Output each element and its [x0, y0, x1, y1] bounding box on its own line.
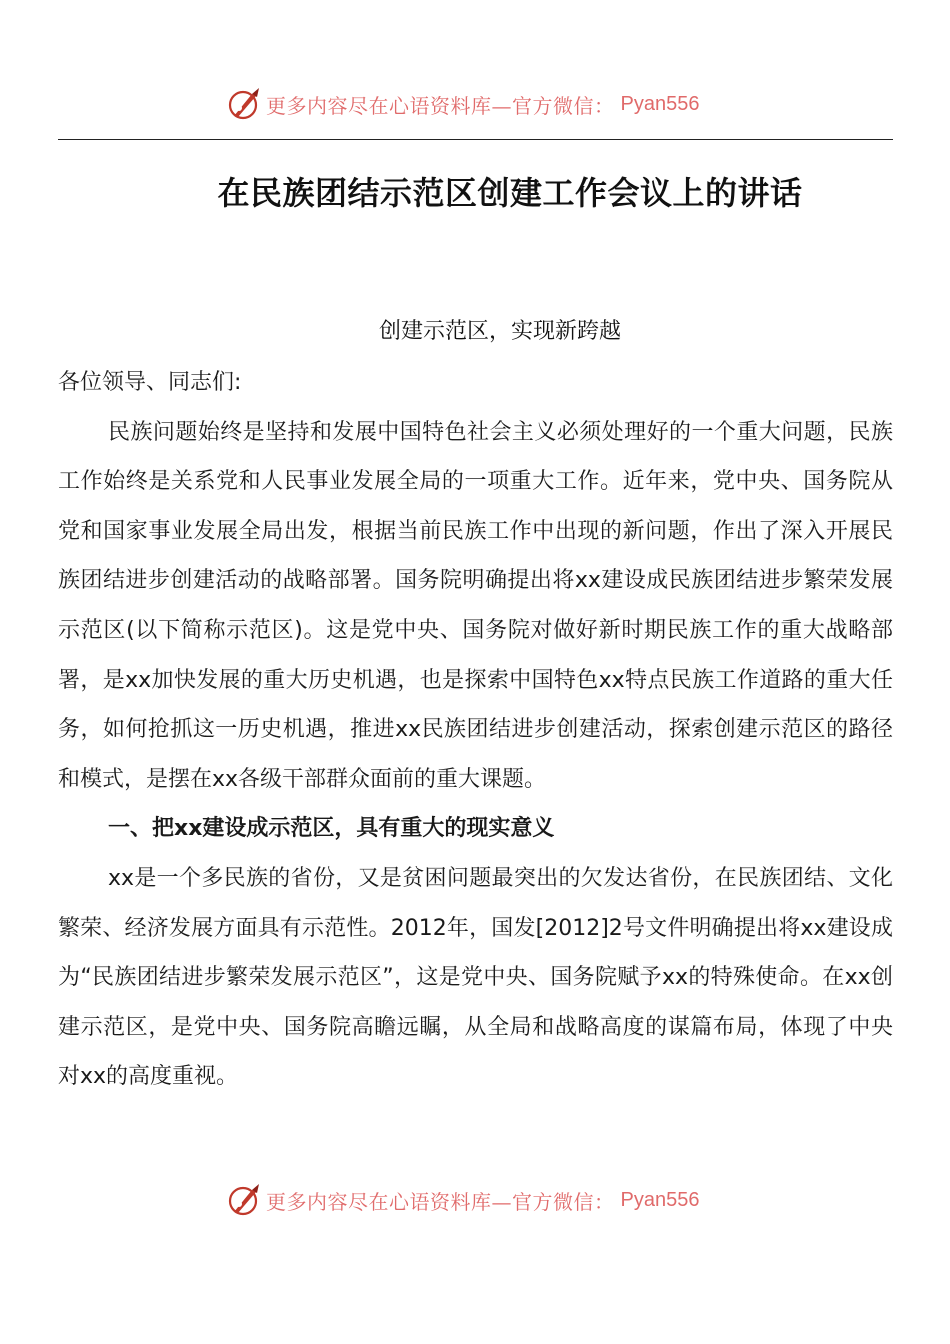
banner-text: 更多内容尽在心语资料库—官方微信： — [266, 93, 615, 118]
pen-quill-logo-icon — [226, 86, 262, 122]
document-title: 在民族团结示范区创建工作会议上的讲话 — [217, 174, 803, 212]
document-body — [58, 358, 893, 1102]
footer-banner — [0, 1180, 950, 1220]
header-banner — [0, 84, 950, 124]
section-paragraph: xx是一个多民族的省份，又是贫困问题最突出的欠发达省份，在民族团结、文化繁荣、经济发展方面具有示范性。2012年，国发[2012]2号文件明确提出将xx建设成为“民族团结进步繁荣发展示范区”，这是党中央、国务院赋予xx的特殊使命。在xx创建示范区，是党中央、国务院高瞻远瞩，从全局和战略高度的谋篇布局，体现了中央对xx的高度重视。 — [58, 865, 893, 1090]
body-paragraph: 民族问题始终是坚持和发展中国特色社会主义必须处理好的一个重大问题，民族工作始终是关系党和人民事业发展全局的一项重大工作。近年来，党中央、国务院从党和国家事业发展全局出发，根据当前民族工作中出现的新问题，作出了深入开展民族团结进步创建活动的战略部署。国务院明确提出将xx建设成民族团结进步繁荣发展示范区(以下简称示范区)。这是党中央、国务院对做好新时期民族工作的重大战略部署，是xx加快发展的重大历史机遇，也是探索中国特色xx特点民族工作道路的重大任务，如何抢抓这一历史机遇，推进xx民族团结进步创建活动，探索创建示范区的路径和模式，是摆在xx各级干部群众面前的重大课题。 — [58, 419, 893, 792]
document-subtitle: 创建示范区，实现新跨越 — [378, 319, 621, 344]
salutation: 各位领导、同志们: — [58, 370, 242, 395]
section-heading: 一、把xx建设成示范区，具有重大的现实意义 — [108, 816, 555, 842]
banner-text: 更多内容尽在心语资料库—官方微信： — [266, 1189, 615, 1214]
banner-wechat-id: Pyan556 — [620, 92, 700, 115]
banner-wechat-id: Pyan556 — [620, 1188, 700, 1211]
pen-quill-logo-icon — [226, 1182, 262, 1218]
header-rule — [58, 139, 893, 140]
